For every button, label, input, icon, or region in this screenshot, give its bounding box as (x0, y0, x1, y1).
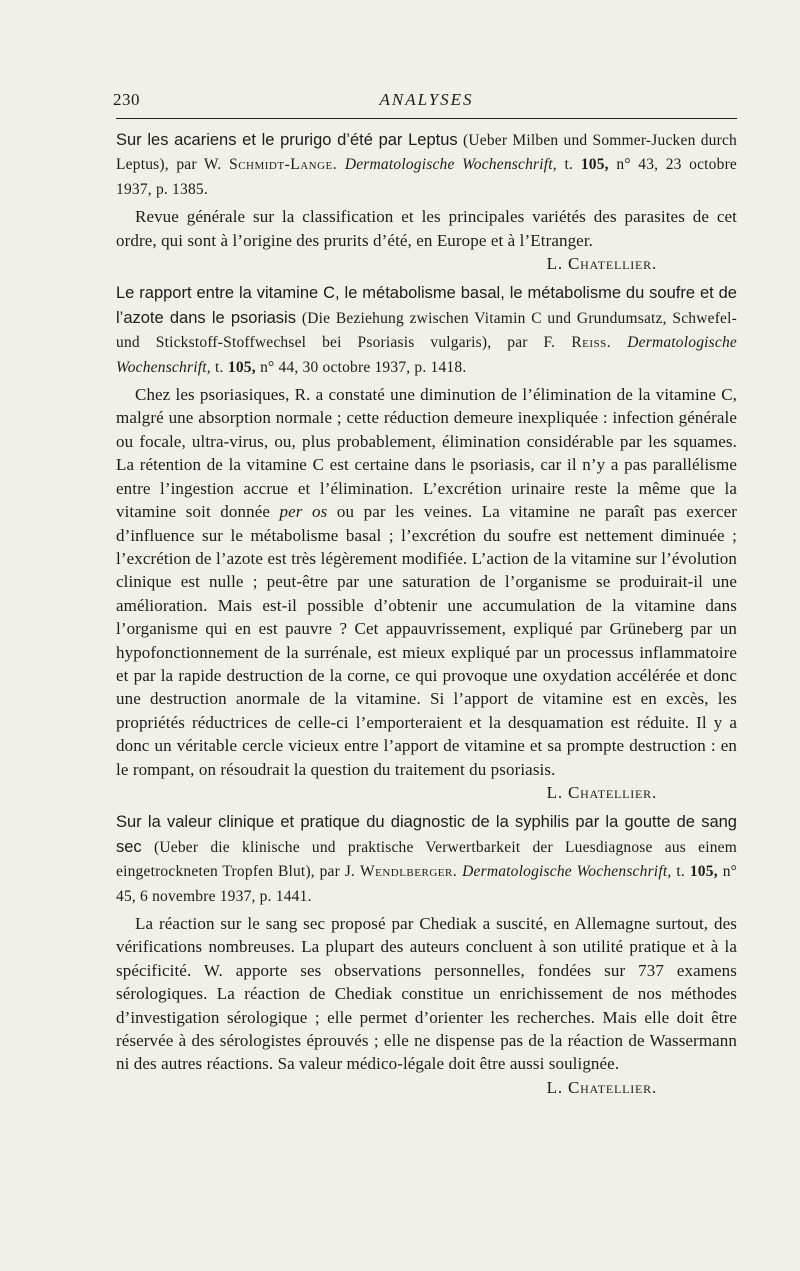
article-body-text: Chez les psoriasiques, R. a constaté une diminution de l’élimination de la vitamine C, malgré une absorption normale ; cette réduction demeure inexpliquée : infection générale ou focale, ultra-virus, ou, plus probablement, élimination considérable par les squames. La rétention de la vitamine C est certaine dans le psoriasis, car il n’y a pas parallélisme entre l’ingestion accrue et l’élimination. L’excrétion urinaire reste la même que la vitamine soit donnée (116, 385, 737, 522)
reference-author: Reiss. (571, 334, 612, 352)
reference-journal: Dermatologische Wochenschrift, (462, 863, 672, 881)
article-syphilis (116, 810, 737, 1099)
page-number: 230 (113, 90, 140, 109)
reference-issue: n° 44, 30 octobre 1937, p. 1418. (260, 358, 467, 376)
reference-author: Wendlberger. (359, 863, 458, 881)
article-title: Sur les acariens et le prurigo d’été par Leptus (116, 131, 458, 149)
reference-german-title: (Ueber die klinische und praktische Verwertbarkeit der Luesdiagnose aus einem eingetrockneten Tropfen Blut), par J. (116, 838, 737, 881)
article-signature: L. Chatellier. (546, 782, 657, 802)
reference-volume: 105, (689, 863, 718, 881)
article-headline (116, 128, 737, 201)
article-body (116, 205, 737, 274)
reference-issue: n° 45, 6 novembre 1937, p. 1441. (116, 863, 738, 905)
reference-journal: Dermatologische Wochenschrift, (116, 334, 738, 376)
article-body (116, 912, 737, 1097)
reference-german-title: (Die Beziehung zwischen Vitamin C und Grundumsatz, Schwefel-und Stickstoff-Stoffwechsel bei Psoriasis vulgaris), par F. (116, 309, 738, 352)
article-body-text: Revue générale sur la classification et les principales variétés des parasites de cet ordre, qui sont à l’origine des prurits d’été, en Europe et à l’Etranger. (116, 207, 737, 250)
article-title: Le rapport entre la vitamine C, le métabolisme basal, le métabolisme du soufre et de l’azote dans le psoriasis (116, 284, 737, 327)
running-head (113, 88, 737, 112)
reference-issue: n° 43, 23 octobre 1937, p. 1385. (116, 156, 738, 198)
article-body-italic: per os (279, 502, 328, 522)
reference-tome: t. (676, 863, 685, 881)
article-headline (116, 810, 737, 908)
header-rule (116, 118, 737, 119)
article-acariens (116, 128, 737, 275)
reference-volume: 105, (227, 358, 256, 376)
article-title: Sur la valeur clinique et pratique du diagnostic de la syphilis par la goutte de sang sec (116, 813, 737, 856)
page (113, 88, 738, 1105)
article-vitamine-c (116, 281, 737, 804)
article-body-text: La réaction sur le sang sec proposé par Chediak a suscité, en Allemagne surtout, des vérifications nombreuses. La plupart des auteurs concluent à son utilité pratique et à la spécificité. W. apporte ses observations personnelles, fondées sur 737 examens sérologiques. La réaction de Chediak constitue un enrichissement de nos méthodes d’investigation sérologique ; elle permet d’orienter les recherches. Mais elle doit être réservée à des sérologistes éprouvés ; elle ne dispense pas de la réaction de Wassermann ni des autres réactions. Sa valeur médico-légale doit être aussi soulignée. (116, 914, 737, 1074)
article-headline (116, 281, 737, 379)
article-signature: L. Chatellier. (546, 254, 657, 274)
article-body (116, 383, 737, 802)
running-title: ANALYSES (379, 90, 474, 109)
reference-tome: t. (215, 358, 224, 376)
reference-volume: 105, (580, 156, 609, 174)
reference-journal: Dermatologische Wochenschrift, (344, 156, 557, 174)
reference-german-title: (Ueber Milben und Sommer-Jucken durch Leptus), par W. (116, 132, 737, 174)
article-body-text-cont: ou par les veines. La vitamine ne paraît pas exercer d’influence sur le métabolisme basal ; l’excrétion du soufre est nettement diminuée ; l’excrétion de l’azote est très légèrement modifiée. L’action de la vitamine sur l’évolution clinique est nulle ; peut-être par une saturation de l’organisme se produirait-il une amélioration. Mais est-il possible d’obtenir une accumulation de la vitamine dans l’organisme qui en est pauvre ? Cet appauvrissement, expliqué par Grüneberg par un hypofonctionnement de la surrénale, est mieux expliqué par un processus inflammatoire et par la rapide destruction de la corne, ce qui provoque une oxydation accélérée et donc une destruction anormale de la vitamine. Si l’apport de vitamine est en excès, les propriétés réductrices de celle-ci l’emporteraient et la desquamation est réduite. Il y a donc un véritable cercle vicieux entre l’apport de vitamine et sa prompte destruction : en le rompant, on résoudrait la question du traitement du psoriasis. (116, 502, 737, 779)
reference-tome: t. (564, 156, 574, 174)
reference-author: Schmidt-Lange. (229, 156, 338, 174)
article-signature: L. Chatellier. (546, 1077, 657, 1097)
